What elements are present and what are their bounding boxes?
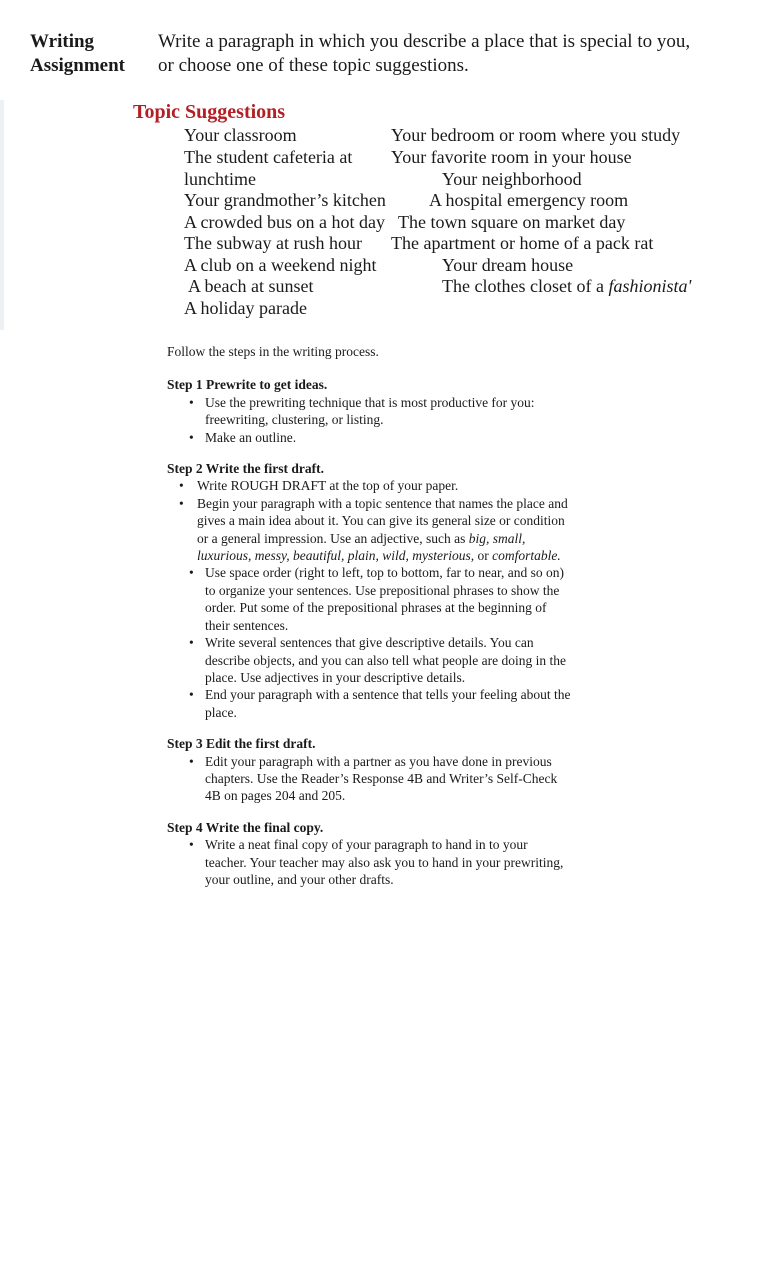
topic-row <box>184 125 744 146</box>
step-bullets <box>167 477 617 721</box>
step-bullets <box>167 836 617 888</box>
item-line <box>197 547 617 564</box>
step-title: Step 4 Write the final copy. <box>167 819 324 835</box>
step-4 <box>167 819 617 889</box>
topic-item: lunchtime <box>184 169 256 189</box>
list-item <box>167 394 617 429</box>
section-label <box>30 30 125 78</box>
item-line: • Use the prewriting technique that is most productive for you: <box>205 394 535 410</box>
section-label-line1: Writing <box>30 31 95 52</box>
topic-item: The apartment or home of a pack rat <box>391 233 654 253</box>
section-label-line2: Assignment <box>30 55 126 76</box>
list-item <box>167 634 617 686</box>
steps-intro: Follow the steps in the writing process. <box>167 344 379 359</box>
list-item <box>167 564 617 634</box>
item-text: or <box>474 548 493 564</box>
item-italic: big, small, <box>468 530 526 546</box>
item-line <box>197 530 617 547</box>
item-line: • Use space order (right to left, top to bottom, far to near, and so on) <box>205 565 564 581</box>
topic-item: A beach at sunset <box>188 276 314 296</box>
item-text: or a general impression. Use an adjective, such as <box>197 530 469 546</box>
assignment-text-line2: or choose one of these topic suggestions. <box>158 55 469 76</box>
topic-item-italic: fashionista' <box>608 276 692 296</box>
item-line: • Make an outline. <box>205 429 297 445</box>
topic-item: The town square on market day <box>398 212 626 232</box>
topic-row <box>184 276 744 297</box>
item-line: place. <box>205 704 237 720</box>
step-title: Step 2 Write the first draft. <box>167 461 324 477</box>
item-line: 4B on pages 204 and 205. <box>205 788 346 804</box>
step-title: Step 1 Prewrite to get ideas. <box>167 377 328 393</box>
topic-row <box>184 233 744 254</box>
item-italic: comfortable. <box>492 548 561 564</box>
list-item <box>167 495 617 565</box>
topic-item: A hospital emergency room <box>429 190 629 210</box>
step-3 <box>167 735 617 805</box>
list-item <box>167 477 617 494</box>
topic-item: Your bedroom or room where you study <box>391 125 681 145</box>
topic-item: Your favorite room in your house <box>391 147 632 167</box>
item-italic: luxurious, messy, beautiful, plain, wild, mysterious, <box>197 548 475 564</box>
item-line: your outline, and your other drafts. <box>205 871 394 887</box>
step-bullets <box>167 753 617 805</box>
item-line: • Write several sentences that give descriptive details. You can <box>205 635 534 651</box>
topic-row <box>184 190 744 211</box>
item-line: to organize your sentences. Use prepositional phrases to show the <box>205 582 560 598</box>
step-bullets <box>167 394 617 446</box>
topic-item: A crowded bus on a hot day <box>184 212 385 232</box>
list-item <box>167 753 617 805</box>
item-line: gives a main idea about it. You can give its general size or condition <box>197 513 565 529</box>
item-line: • Begin your paragraph with a topic sentence that names the place and <box>197 495 568 511</box>
item-line: chapters. Use the Reader’s Response 4B and Writer’s Self-Check <box>205 770 558 786</box>
topic-row <box>184 169 744 190</box>
topic-item <box>442 276 691 297</box>
item-line: • Write ROUGH DRAFT at the top of your paper. <box>197 478 459 494</box>
step-2 <box>167 460 617 721</box>
list-item <box>167 836 617 888</box>
topic-item: The student cafeteria at <box>184 147 353 167</box>
step-title: Step 3 Edit the first draft. <box>167 736 316 752</box>
topic-row <box>184 147 744 168</box>
item-line: • Edit your paragraph with a partner as you have done in previous <box>205 753 552 769</box>
item-line: place. Use adjectives in your descriptive details. <box>205 669 466 685</box>
topic-item: Your neighborhood <box>442 169 582 189</box>
topic-item: Your grandmother’s kitchen <box>184 190 386 210</box>
topic-item: A club on a weekend night <box>184 255 377 275</box>
item-line: teacher. Your teacher may also ask you to hand in your prewriting, <box>205 854 564 870</box>
topic-item: Your dream house <box>442 255 574 275</box>
list-item <box>167 429 617 446</box>
topic-suggestions-title: Topic Suggestions <box>133 101 286 123</box>
topic-item: The subway at rush hour <box>184 233 362 253</box>
topic-row <box>184 255 744 276</box>
page-edge-shadow <box>0 100 4 330</box>
topic-item: A holiday parade <box>184 298 307 318</box>
assignment-text <box>158 30 690 78</box>
topic-item-text: The clothes closet of a <box>442 276 609 296</box>
item-line: describe objects, and you can also tell what people are doing in the <box>205 652 567 668</box>
item-line: • End your paragraph with a sentence that tells your feeling about the <box>205 687 571 703</box>
item-line: their sentences. <box>205 617 289 633</box>
step-1 <box>167 376 617 446</box>
item-line: order. Put some of the prepositional phrases at the beginning of <box>205 600 547 616</box>
assignment-text-line1: Write a paragraph in which you describe a place that is special to you, <box>158 31 691 52</box>
topic-item: Your classroom <box>184 125 297 145</box>
list-item <box>167 686 617 721</box>
writing-steps <box>167 343 617 902</box>
topic-row <box>184 212 744 233</box>
topic-row <box>184 298 744 319</box>
item-line: • Write a neat final copy of your paragraph to hand in to your <box>205 837 528 853</box>
item-line: freewriting, clustering, or listing. <box>205 412 384 428</box>
